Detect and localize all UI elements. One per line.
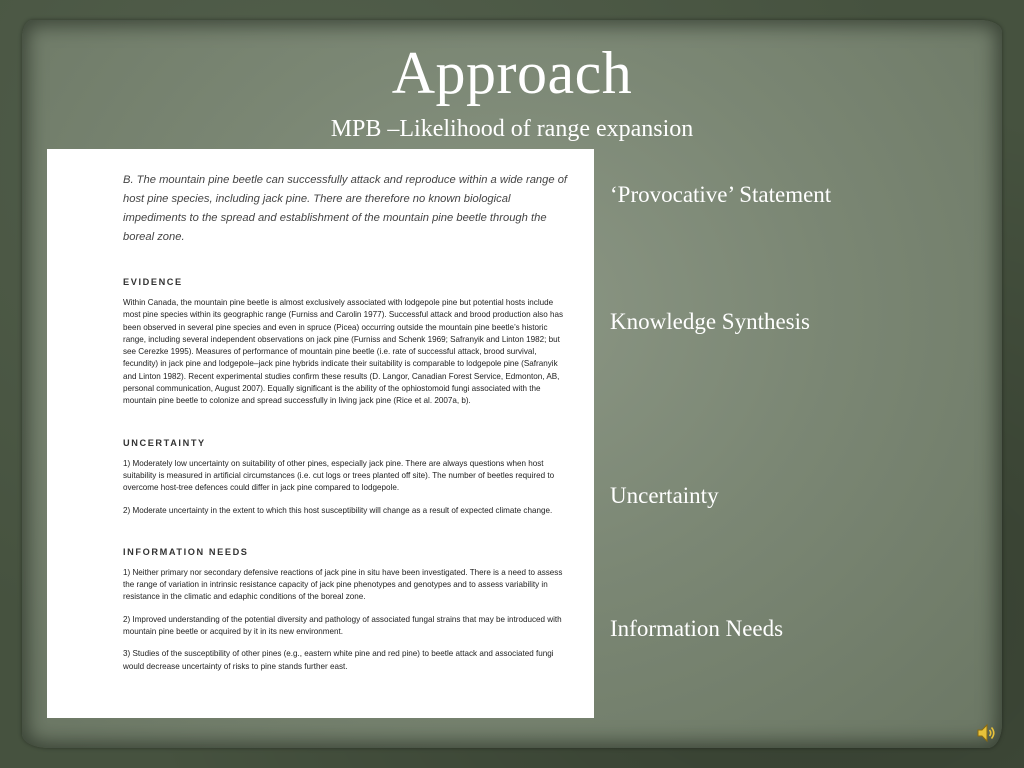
uncertainty-paragraph-1: 1) Moderately low uncertainty on suitability of other pines, especially jack pine. There are always questions when host suitability is measured in artificial circumstances (i.e. cut logs or trees planted off site). The number of beetles required to overcome host-tree defences could differ in jack pine compared to lodgepole.: [123, 458, 555, 493]
label-uncertainty: Uncertainty: [610, 483, 719, 508]
information-needs-paragraph-2: 2) Improved understanding of the potential diversity and pathology of associated fungal strains that may be introduced with mountain pine beetle or acquired by it in its new environment.: [123, 614, 562, 637]
slide-title: Approach: [391, 40, 633, 106]
information-needs-paragraph-3: 3) Studies of the susceptibility of other pines (e.g., eastern white pine and red pine) to beetle attack and associated fungi would decrease uncertainty of risks to pine stands further east.: [123, 649, 554, 671]
label-information-needs: Information Needs: [610, 616, 784, 641]
information-needs-paragraph-1: 1) Neither primary nor secondary defensive reactions of jack pine in situ have been investigated. There is a need to assess the range of variation in intrinsic resistance capacity of jack pine phenotypes and genotypes and to assess variability in resistance in the climatic and edaphic conditions of the boreal zone.: [123, 567, 563, 602]
document-lead-statement: B. The mountain pine beetle can successfully attack and reproduce within a wide range of host pine species, including jack pine. There are therefore no known biological impediments to the spread and establishment of the mountain pine beetle through the boreal zone.: [123, 174, 568, 243]
uncertainty-paragraph-2: 2) Moderate uncertainty in the extent to which this host susceptibility will change as a result of expected climate change.: [123, 505, 553, 515]
label-provocative-statement: ‘Provocative’ Statement: [610, 182, 832, 207]
information-needs-heading: INFORMATION NEEDS: [123, 546, 249, 557]
document-excerpt: [47, 149, 594, 718]
evidence-paragraph: Within Canada, the mountain pine beetle is almost exclusively associated with lodgepole pine but potential hosts include most pine species within its geographic range (Furniss and Carolin 1977). Successful attack and brood production also has been observed in several pine species and even in spruce (Picea) occurring outside the mountain pine beetle’s historic range, including several independent observations on jack pine (Furniss and Schenk 1969; Safranyik and Linton 1982; but see Cerezke 1995). Measures of performance of mountain pine beetle (i.e. rate of successful attack, brood survival, fecundity) in jack pine and lodgepole–jack pine hybrids indicate their suitability is comparable to lodgepole pine (Safranyik and Linton 1982). Recent experimental studies confirm these results (D. Langor, Canadian Forest Service, Edmonton, AB, personal communication, August 2007). Equally significant is the ability of the ophiostomoid fungi associated with the mountain pine beetle to colonize and spread successfully in living jack pine (Rice et al. 2007a, b).: [123, 298, 564, 406]
label-knowledge-synthesis: Knowledge Synthesis: [610, 309, 810, 334]
speaker-icon[interactable]: [975, 722, 997, 744]
evidence-heading: EVIDENCE: [123, 277, 183, 287]
uncertainty-heading: UNCERTAINTY: [123, 437, 206, 448]
slide-subtitle: MPB –Likelihood of range expansion: [330, 116, 694, 142]
